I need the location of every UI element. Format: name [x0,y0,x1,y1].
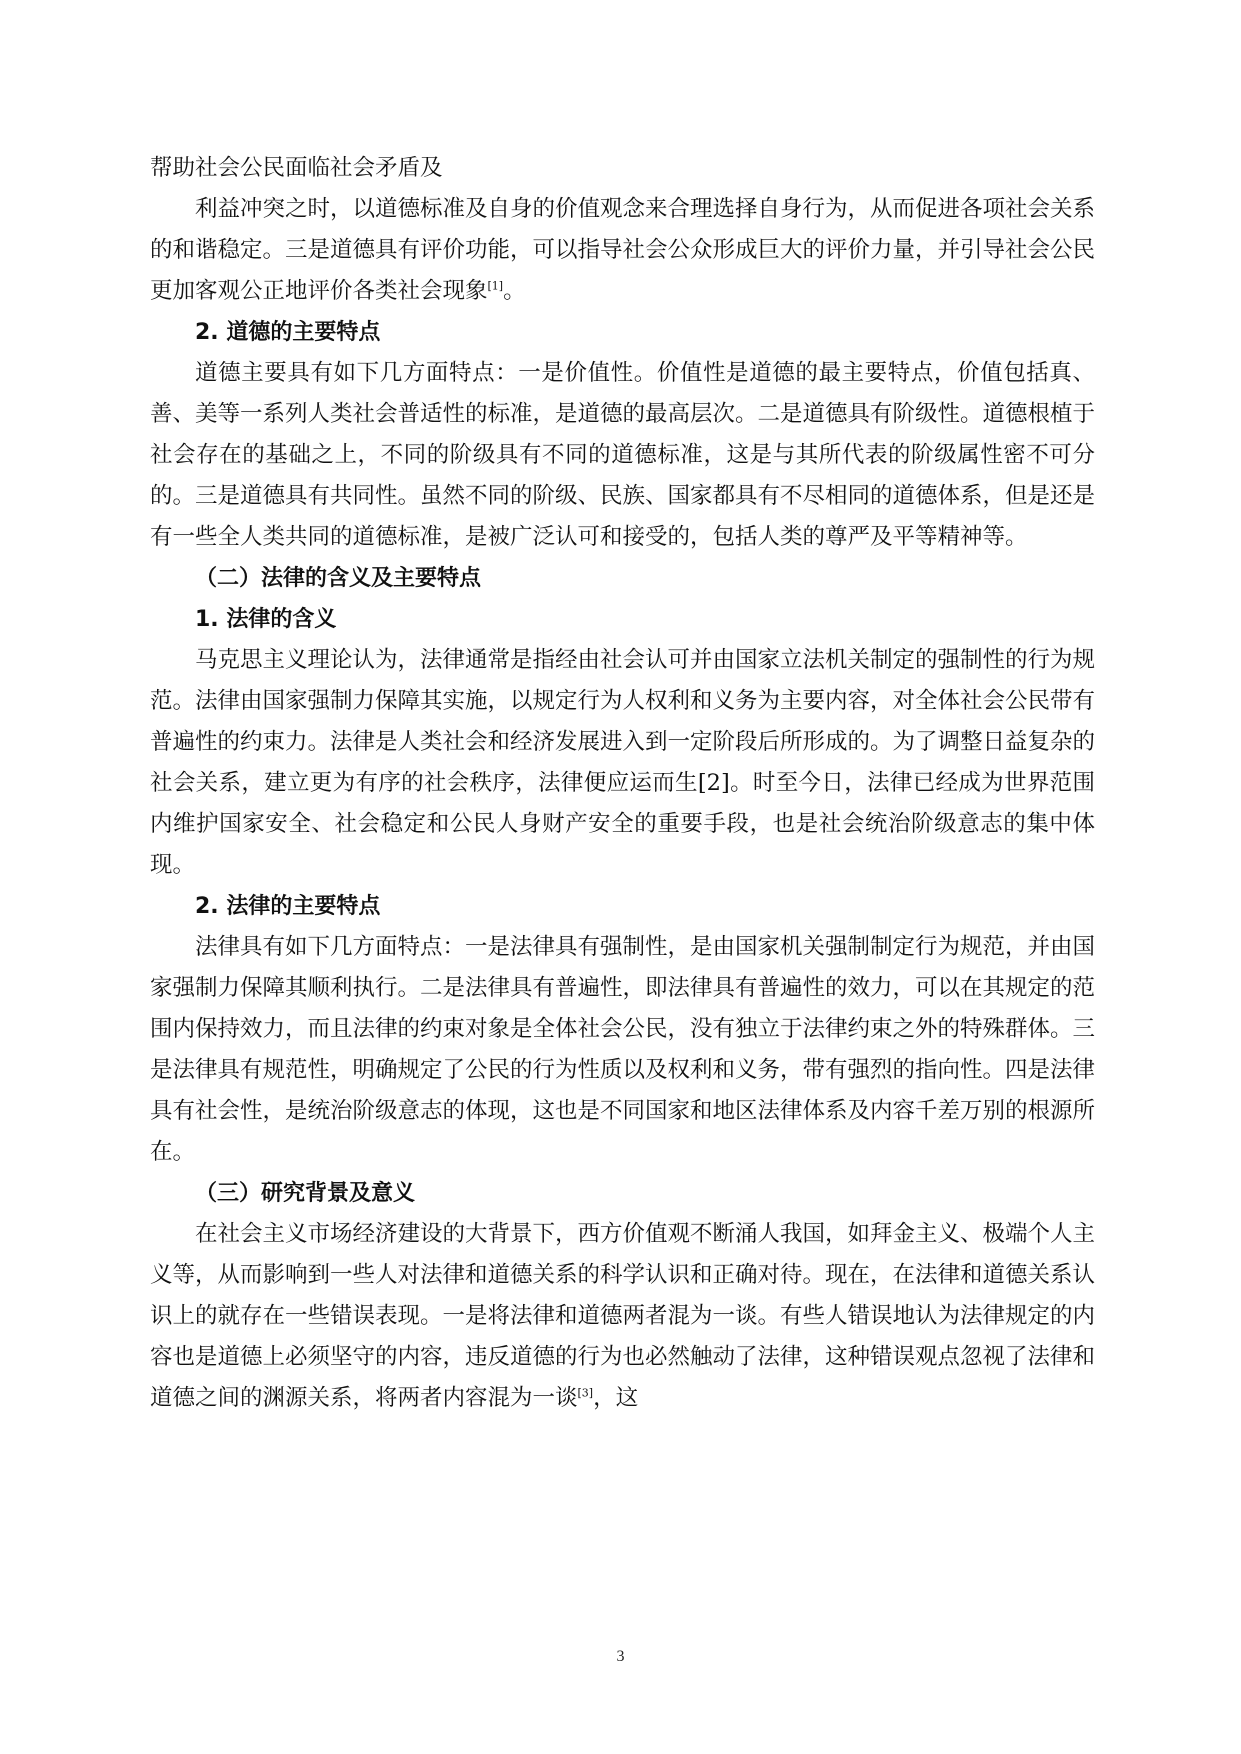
heading-moral-features: 2. 道德的主要特点 [195,320,381,345]
paragraph-text: 在社会主义市场经济建设的大背景下，西方价值观不断涌人我国，如拜金主义、极端个人主义等，从而影响到一些人对法律和道德关系的科学认识和正确对待。现在，在法律和道德关系认识上的就存在一些错误表现。一是将法律和道德两者混为一谈。有些人错误地认为法律规定的内容也是道德上必须坚守的内容，违反道德的行为也必然触动了法律，这种错误观点忽视了法律和道德之间的渊源关系，将两者内容混为一谈 [150,1221,1096,1411]
document-page [150,148,1095,1419]
paragraph-background [150,1214,1095,1419]
paragraph-law-meaning: 马克思主义理论认为，法律通常是指经由社会认可并由国家立法机关制定的强制性的行为规范。法律由国家强制力保障其实施，以规定行为人权利和义务为主要内容，对全体社会公民带有普遍性的约束力。法律是人类社会和经济发展进入到一定阶段后所形成的。为了调整日益复杂的社会关系，建立更为有序的社会秩序，法律便应运而生[2]。时至今日，法律已经成为世界范围内维护国家安全、社会稳定和公民人身财产安全的重要手段，也是社会统治阶级意志的集中体现。 [150,647,1096,878]
page-number: 3 [616,1648,625,1665]
heading-law-features: 2. 法律的主要特点 [195,894,381,919]
heading-section-background: （三）研究背景及意义 [195,1181,416,1206]
heading-law-meaning: 1. 法律的含义 [195,607,337,632]
paragraph-law-features: 法律具有如下几方面特点：一是法律具有强制性，是由国家机关强制制定行为规范，并由国家强制力保障其顺利执行。二是法律具有普遍性，即法律具有普遍性的效力，可以在其规定的范围内保持效力，而且法律的约束对象是全体社会公民，没有独立于法律约束之外的特殊群体。三是法律具有规范性，明确规定了公民的行为性质以及权利和义务，带有强烈的指向性。四是法律具有社会性，是统治阶级意志的体现，这也是不同国家和地区法律体系及内容千差万别的根源所在。 [150,934,1096,1165]
paragraph-moral-functions [150,189,1095,312]
paragraph-tail: ，这 [593,1385,639,1411]
citation-ref-1: [1] [487,279,504,293]
paragraph-text: 利益冲突之时，以道德标准及自身的价值观念来合理选择自身行为，从而促进各项社会关系的和谐稳定。三是道德具有评价功能，可以指导社会公众形成巨大的评价力量，并引导社会公民更加客观公正地评价各类社会现象 [150,196,1096,304]
paragraph-tail: 。 [503,278,526,304]
citation-ref-3: [3] [577,1386,594,1400]
paragraph-moral-features: 道德主要具有如下几方面特点：一是价值性。价值性是道德的最主要特点，价值包括真、善、美等一系列人类社会普适性的标准，是道德的最高层次。二是道德具有阶级性。道德根植于社会存在的基础之上，不同的阶级具有不同的道德标准，这是与其所代表的阶级属性密不可分的。三是道德具有共同性。虽然不同的阶级、民族、国家都具有不尽相同的道德体系，但是还是有一些全人类共同的道德标准，是被广泛认可和接受的，包括人类的尊严及平等精神等。 [150,360,1096,550]
heading-section-law: （二）法律的含义及主要特点 [195,566,482,591]
paragraph-continuation: 帮助社会公民面临社会矛盾及 [150,155,443,181]
